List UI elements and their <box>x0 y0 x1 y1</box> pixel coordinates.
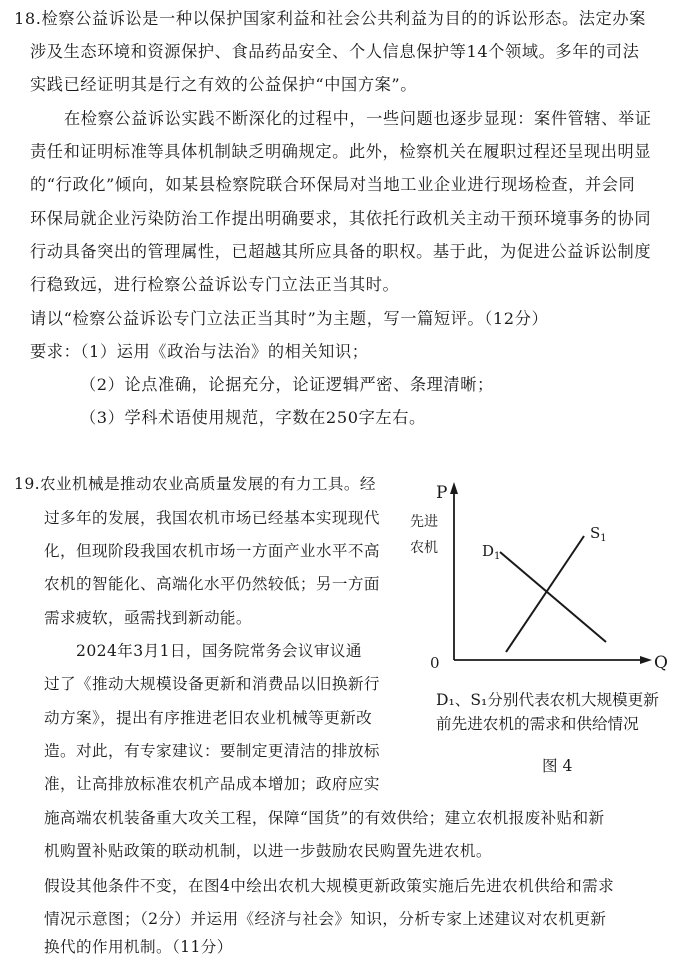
q19-line-2: 过多年的发展，我国农机市场已经基本实现现代 <box>44 509 380 527</box>
q18-prompt: 请以“检察公益诉讼专门立法正当其时”为主题，写一篇短评。（12分） <box>30 309 549 328</box>
y-axis-label-1: 先进 <box>410 514 438 530</box>
q19-line-6: 2024年3月1日，国务院常务会议审议通 <box>76 642 362 660</box>
figure-caption-line-1: D₁、S₁分别代表农机大规模更新 <box>436 691 659 709</box>
q18-line-9: 行稳致远，进行检察公益诉讼专门立法正当其时。 <box>30 275 400 294</box>
q18-line-7: 环保局就企业污染防治工作提出明确要求，其依托行政机关主动干预环境事务的协同 <box>30 209 652 228</box>
y-axis-letter: P <box>436 483 448 503</box>
q19-line-5: 需求疲软，亟需找到新动能。 <box>44 609 252 627</box>
q19-line-1: 19.农业机械是推动农业高质量发展的有力工具。经 <box>14 475 376 493</box>
q18-line-3: 实践已经证明其是行之有效的公益保护“中国方案”。 <box>30 75 418 94</box>
x-axis-arrow <box>640 656 652 664</box>
q18-line-5: 责任和证明标准等具体机制缺乏明确规定。此外，检察机关在履职过程还呈现出明显 <box>30 142 652 161</box>
q18-line-6: 的“行政化”倾向，如某县检察院联合环保局对当地工业企业进行现场检查，并会同 <box>30 175 636 194</box>
q19-task-2: 情况示意图；（2分）并运用《经济与社会》知识，分析专家上述建议对农机更新 <box>44 910 607 928</box>
q18-line-4: 在检察公益诉讼实践不断深化的过程中，一些问题也逐步显现：案件管辖、举证 <box>64 109 652 128</box>
origin-label: 0 <box>430 654 440 672</box>
demand-curve-d1 <box>500 552 606 642</box>
q19-line-9: 造。对此，有专家建议：要制定更清洁的排放标 <box>44 742 380 760</box>
supply-curve-s1 <box>506 536 584 652</box>
q18-line-2: 涉及生态环境和资源保护、食品药品安全、个人信息保护等14个领域。多年的司法 <box>30 42 640 61</box>
figure-number: 图 4 <box>542 757 573 775</box>
q19-line-3: 化，但现阶段我国农机市场一方面产业水平不高 <box>44 542 380 560</box>
q19-task-3: 换代的作用机制。（11分） <box>44 938 233 956</box>
q19-task-1: 假设其他条件不变，在图4中绘出农机大规模更新政策实施后先进农机供给和需求 <box>44 877 615 895</box>
q19-line-11: 施高端农机装备重大攻关工程，保障“国货”的有效供给；建立农机报废补贴和新 <box>44 809 605 827</box>
q18-req-1: 要求：（1）运用《政治与法治》的相关知识； <box>30 342 369 361</box>
y-axis-label-2: 农机 <box>410 540 438 556</box>
q19-line-10: 准，让高排放标准农机产品成本增加；政府应实 <box>44 775 380 793</box>
figure-4-supply-demand-graph <box>410 470 680 680</box>
q18-req-2: （2）论点准确，论据充分，论证逻辑严密、条理清晰； <box>80 375 494 394</box>
q19-line-12: 机购置补贴政策的联动机制，以进一步鼓励农民购置先进农机。 <box>44 842 492 860</box>
y-axis-arrow <box>450 482 458 494</box>
x-axis-letter: Q <box>654 653 668 673</box>
q19-line-4: 农机的智能化、高端化水平仍然较低；另一方面 <box>44 575 380 593</box>
q18-line-1: 18.检察公益诉讼是一种以保护国家利益和社会公共利益为目的的诉讼形态。法定办案 <box>14 9 646 28</box>
supply-label: $S_1$ <box>590 524 607 544</box>
demand-label: $D_1$ <box>482 542 501 562</box>
q18-line-8: 行动具备突出的管理属性，已超越其所应具备的职权。基于此，为促进公益诉讼制度 <box>30 242 652 261</box>
q19-line-7: 过了《推动大规模设备更新和消费品以旧换新行 <box>44 675 380 693</box>
q19-line-8: 动方案》，提出有序推进老旧农业机械等更新改 <box>44 709 373 727</box>
figure-caption-line-2: 前先进农机的需求和供给情况 <box>436 715 639 733</box>
q18-req-3: （3）学科术语使用规范，字数在250字左右。 <box>80 408 426 427</box>
